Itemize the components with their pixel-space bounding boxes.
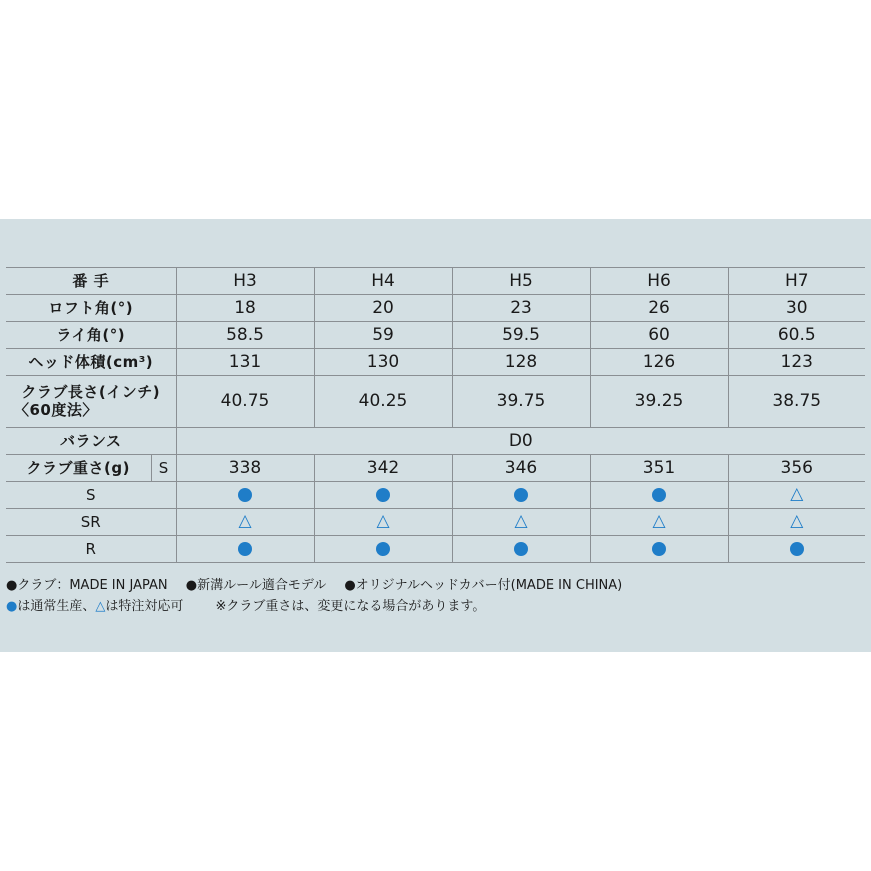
cell: 20 — [314, 295, 452, 322]
cell: 60 — [590, 322, 728, 349]
flex-mark — [590, 482, 728, 509]
label-loft: ロフト角(°) — [6, 295, 176, 322]
cell: 18 — [176, 295, 314, 322]
cell: 342 — [314, 455, 452, 482]
note-groove-rule: ●新溝ルール適合モデル — [185, 578, 327, 593]
label-length-line1: クラブ長さ(インチ) — [21, 383, 161, 401]
label-flex-r: R — [6, 536, 176, 563]
cell: 351 — [590, 455, 728, 482]
cell: 59 — [314, 322, 452, 349]
flex-mark — [590, 536, 728, 563]
row-volume — [6, 349, 865, 376]
cell: 123 — [728, 349, 865, 376]
flex-mark — [314, 536, 452, 563]
row-weight — [6, 455, 865, 482]
label-length-line2: 〈60度法〉 — [14, 401, 98, 419]
cell: 346 — [452, 455, 590, 482]
row-flex-s — [6, 482, 865, 509]
flex-mark — [314, 482, 452, 509]
label-balance: バランス — [6, 428, 176, 455]
cell: 128 — [452, 349, 590, 376]
custom-order-triangle-icon: △ — [652, 511, 666, 532]
label-number: 番 手 — [6, 268, 176, 295]
custom-order-triangle-icon: △ — [376, 511, 390, 532]
cell: 38.75 — [728, 376, 865, 428]
cell: 39.25 — [590, 376, 728, 428]
cell: 58.5 — [176, 322, 314, 349]
footnote-line-1 — [6, 575, 622, 596]
label-flex-s: S — [6, 482, 176, 509]
label-volume: ヘッド体積(cm³) — [6, 349, 176, 376]
available-dot-icon — [652, 542, 666, 556]
cell: 131 — [176, 349, 314, 376]
custom-order-triangle-icon: △ — [790, 511, 804, 532]
row-loft — [6, 295, 865, 322]
label-flex-sr: SR — [6, 509, 176, 536]
row-balance — [6, 428, 865, 455]
note-made-in-japan: ●クラブ：MADE IN JAPAN — [6, 578, 168, 593]
cell: 39.75 — [452, 376, 590, 428]
cell: 40.75 — [176, 376, 314, 428]
flex-mark — [452, 482, 590, 509]
flex-mark — [176, 482, 314, 509]
available-dot-icon — [238, 542, 252, 556]
cell: 59.5 — [452, 322, 590, 349]
footnote-line-2 — [6, 596, 622, 617]
available-dot-icon — [514, 542, 528, 556]
flex-mark — [452, 536, 590, 563]
flex-mark — [728, 509, 865, 536]
cell: 23 — [452, 295, 590, 322]
custom-order-triangle-icon: △ — [790, 484, 804, 505]
custom-order-triangle-icon: △ — [238, 511, 252, 532]
label-length — [6, 376, 176, 428]
balance-value: D0 — [176, 428, 865, 455]
available-dot-icon — [790, 542, 804, 556]
flex-mark — [176, 536, 314, 563]
note-standard: は通常生産、 — [17, 599, 96, 614]
col-h6: H6 — [590, 268, 728, 295]
flex-mark — [314, 509, 452, 536]
col-h4: H4 — [314, 268, 452, 295]
flex-mark — [728, 536, 865, 563]
cell: 60.5 — [728, 322, 865, 349]
col-h7: H7 — [728, 268, 865, 295]
available-dot-icon — [514, 488, 528, 502]
row-length — [6, 376, 865, 428]
dot-legend-icon: ● — [6, 599, 18, 614]
cell: 30 — [728, 295, 865, 322]
label-weight: クラブ重さ(g) — [6, 455, 151, 482]
col-h3: H3 — [176, 268, 314, 295]
note-weight-disclaimer: ※クラブ重さは、変更になる場合があります。 — [215, 599, 486, 614]
row-flex-r — [6, 536, 865, 563]
note-custom: は特注対応可 — [105, 599, 184, 614]
flex-mark — [452, 509, 590, 536]
cell: 126 — [590, 349, 728, 376]
cell: 26 — [590, 295, 728, 322]
note-head-cover: ●オリジナルヘッドカバー付(MADE IN CHINA) — [344, 578, 623, 593]
cell: 130 — [314, 349, 452, 376]
flex-mark — [728, 482, 865, 509]
row-lie — [6, 322, 865, 349]
footnotes — [6, 575, 622, 617]
cell: 338 — [176, 455, 314, 482]
label-weight-flex: S — [151, 455, 176, 482]
available-dot-icon — [238, 488, 252, 502]
cell: 356 — [728, 455, 865, 482]
available-dot-icon — [376, 488, 390, 502]
available-dot-icon — [652, 488, 666, 502]
cell: 40.25 — [314, 376, 452, 428]
row-number — [6, 268, 865, 295]
triangle-legend-icon: △ — [95, 599, 106, 614]
flex-mark — [590, 509, 728, 536]
spec-table — [6, 267, 865, 563]
available-dot-icon — [376, 542, 390, 556]
custom-order-triangle-icon: △ — [514, 511, 528, 532]
col-h5: H5 — [452, 268, 590, 295]
label-lie: ライ角(°) — [6, 322, 176, 349]
row-flex-sr — [6, 509, 865, 536]
flex-mark — [176, 509, 314, 536]
